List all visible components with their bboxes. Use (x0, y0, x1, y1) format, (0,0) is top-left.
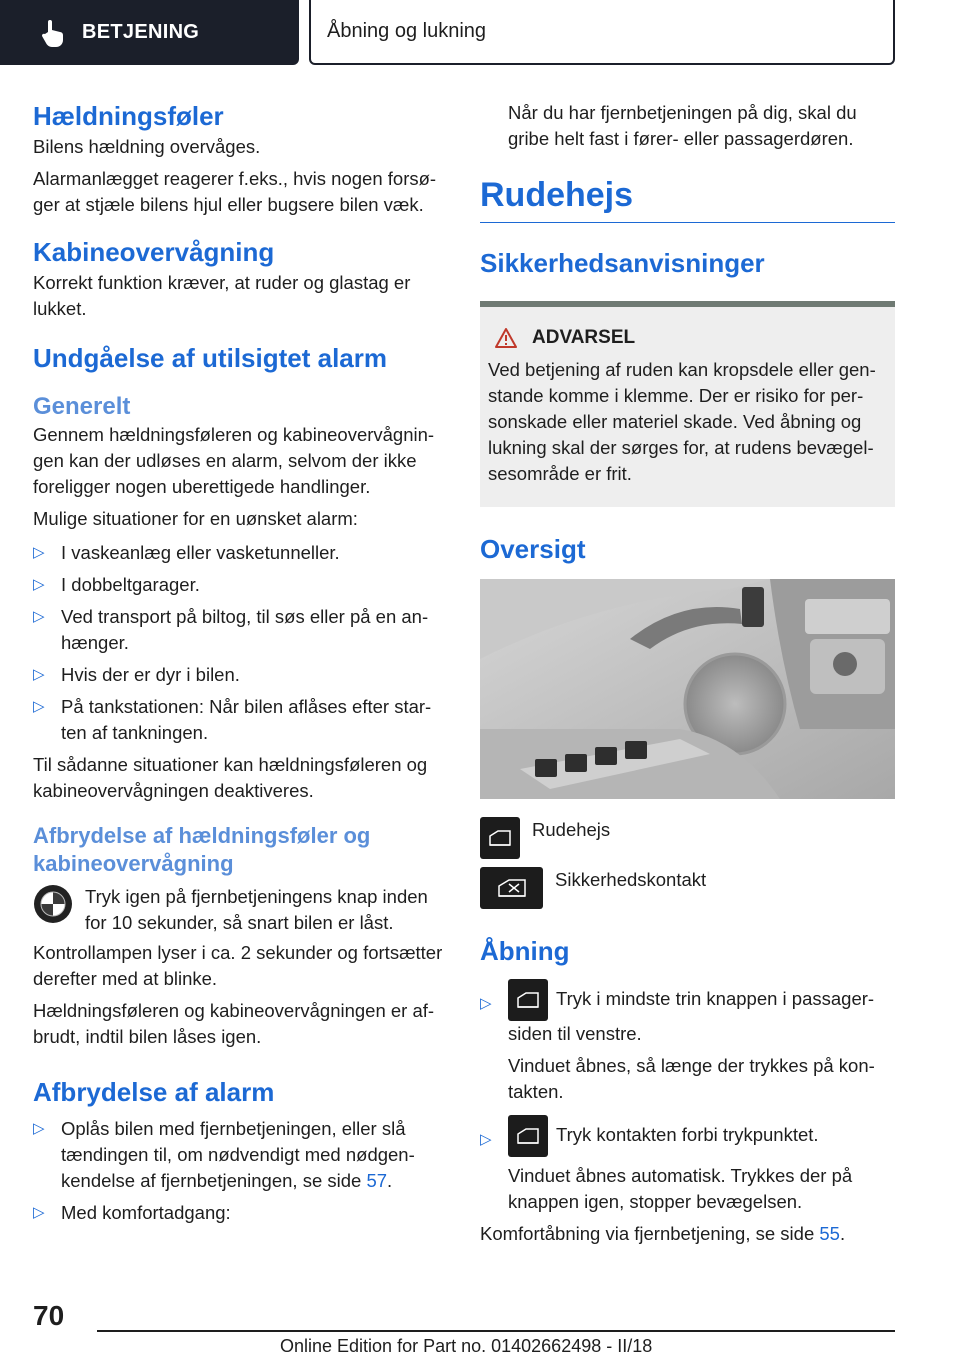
chapter-title (309, 0, 895, 65)
opening-list (480, 979, 895, 1215)
right-column (480, 100, 895, 1247)
list-item: ▷ Hvis der er dyr i bilen. (33, 662, 448, 688)
list-item: ▷ Med komfortadgang: (33, 1200, 448, 1226)
chapter-title-text: Åbning og lukning (327, 20, 487, 42)
triangle-bullet-icon: ▷ (33, 1120, 45, 1137)
legend-row (480, 817, 895, 859)
list-item: ▷ I dobbeltgarager. (33, 572, 448, 598)
triangle-bullet-icon: ▷ (33, 544, 45, 561)
warning-text: Ved betjening af ruden kan kropsdele eller genstande komme i klemme. Der er risiko for personskade eller materiel skade. Ved åbning og lukning skal der sørges for, at rudens bevægelsesområde er frit. (488, 359, 876, 484)
triangle-bullet-icon: ▷ (33, 576, 45, 593)
safety-switch-icon (480, 867, 543, 909)
triangle-bullet-icon: ▷ (33, 1204, 45, 1221)
page-number: 70 (33, 1300, 65, 1331)
paragraph: Når du har fjernbetjeningen på dig, skal du gribe helt fast i fører- eller passagerdøren. (508, 102, 857, 149)
situation-list (33, 540, 448, 746)
footer-edition: Online Edition for Part no. 01402662498 - II/18 (280, 1336, 653, 1356)
paragraph: Korrekt funktion kræver, at ruder og glastag er lukket. (33, 272, 411, 319)
subheading-deactivate: Afbrydelse af hældningsføler og kabineovervågning (33, 823, 371, 876)
heading-tilt-sensor: Hældningsføler (33, 101, 224, 131)
paragraph: Bilens hældning overvåges. (33, 136, 261, 157)
triangle-bullet-icon: ▷ (480, 1131, 492, 1148)
paragraph: Mulige situationer for en uønsket alarm: (33, 508, 358, 529)
heading-overview: Oversigt (480, 534, 586, 564)
paragraph: Til sådanne situationer kan hældningsføleren og kabineovervågningen deaktiveres. (33, 754, 428, 801)
page-link[interactable]: 55 (819, 1223, 840, 1244)
legend-row (480, 867, 895, 909)
triangle-bullet-icon: ▷ (33, 608, 45, 625)
list-item: ▷ Tryk kontakten forbi trykpunktet. Vinduet åbnes automatisk. Trykkes der på knappen igen, stopper bevægelsen. (480, 1115, 895, 1215)
bmw-logo-icon (33, 884, 73, 924)
list-item: ▷ På tankstationen: Når bilen aflåses efter starten af tankningen. (33, 696, 432, 743)
list-item: ▷ I vaskeanlæg eller vasketunneller. (33, 540, 448, 566)
door-panel-photo (480, 579, 895, 799)
paragraph: Hældningsføleren og kabineovervågningen er afbrudt, indtil bilen låses igen. (33, 1000, 435, 1047)
heading-opening: Åbning (480, 936, 570, 966)
left-column (33, 100, 448, 1232)
paragraph: Kontrollampen lyser i ca. 2 sekunder og fortsætter derefter med at blinke. (33, 942, 443, 989)
window-switch-icon (508, 979, 548, 1021)
hand-icon (40, 18, 66, 48)
heading-avoid-false-alarm: Undgåelse af utilsigtet alarm (33, 343, 387, 373)
section-tab[interactable] (0, 0, 299, 65)
heading-interior-monitoring: Kabineovervågning (33, 237, 275, 267)
paragraph: Tryk igen på fjernbetjeningens knap inden for 10 sekunder, så snart bilen er låst. (85, 886, 428, 933)
warning-triangle-icon (494, 327, 518, 349)
subheading-general: Generelt (33, 393, 131, 420)
section-title: BETJENING (82, 21, 200, 43)
window-switch-icon (508, 1115, 548, 1157)
paragraph: Gennem hældningsføleren og kabineovervågningen kan der udløses en alarm, selvom der ikke foreligger nogen uberettigede handlinger. (33, 424, 435, 497)
paragraph: Komfortåbning via fjernbetjening, se side 55. (480, 1223, 846, 1244)
warning-title: ADVARSEL (488, 327, 887, 349)
key-instruction (33, 884, 448, 936)
list-item: ▷ Ved transport på biltog, til søs eller på en anhænger. (33, 606, 429, 653)
triangle-bullet-icon: ▷ (33, 698, 45, 715)
list-item: ▷ Oplås bilen med fjernbetjeningen, eller slå tændingen til, om nødvendigt med nødgenkendelse af fjernbetjeningen, se side 57. (33, 1118, 415, 1191)
cancel-list (33, 1116, 448, 1226)
warning-box (480, 301, 895, 507)
page-link[interactable]: 57 (366, 1170, 388, 1191)
heading-window-lift: Rudehejs (480, 174, 895, 223)
triangle-bullet-icon: ▷ (33, 666, 45, 683)
paragraph: Alarmanlægget reagerer f.eks., hvis nogen forsøger at stjæle bilens hjul eller bugsere bilen væk. (33, 168, 437, 215)
legend-label: Sikkerhedskontakt (555, 869, 707, 890)
footer-divider (97, 1330, 895, 1332)
window-switch-icon (480, 817, 520, 859)
heading-safety: Sikkerhedsanvisninger (480, 248, 765, 278)
triangle-bullet-icon: ▷ (480, 995, 492, 1012)
heading-cancel-alarm: Afbrydelse af alarm (33, 1077, 275, 1107)
list-item: ▷ Tryk i mindste trin knappen i passagersiden til venstre. Vinduet åbnes, så længe der trykkes på kontakten. (480, 979, 895, 1105)
legend-label: Rudehejs (532, 819, 611, 840)
